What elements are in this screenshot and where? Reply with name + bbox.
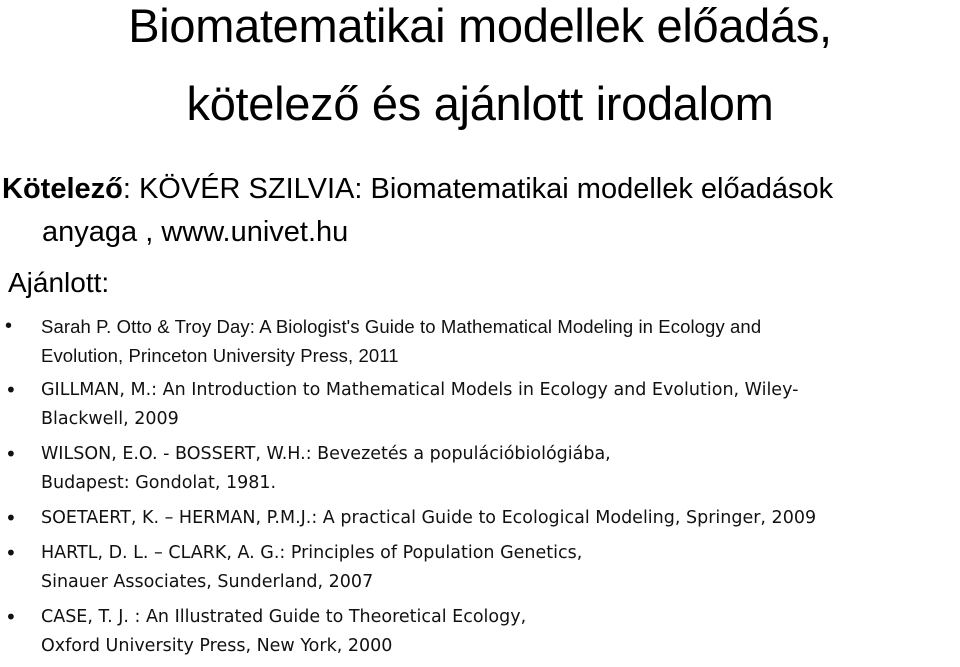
- slide-title-line-2: kötelező és ajánlott irodalom: [186, 77, 774, 130]
- reference-item: [0, 376, 955, 434]
- reference-item: [0, 440, 955, 498]
- reference-line: WILSON, E.O. - BOSSERT, W.H.: Bevezetés a populációbiológiába,: [41, 444, 611, 464]
- reference-line: SOETAERT, K. – HERMAN, P.M.J.: A practical Guide to Ecological Modeling, Springer, 2009: [41, 508, 817, 528]
- bullet-icon: •: [5, 541, 17, 565]
- reference-item: [0, 603, 955, 661]
- reference-line: Budapest: Gondolat, 1981.: [41, 473, 277, 493]
- reference-line: Sinauer Associates, Sunderland, 2007: [41, 572, 374, 592]
- recommended-label: Ajánlott:: [8, 267, 110, 298]
- slide-title-line-1: Biomatematikai modellek előadás,: [128, 0, 832, 52]
- reference-line: HARTL, D. L. – CLARK, A. G.: Principles of Population Genetics,: [41, 543, 583, 563]
- required-label: Kötelező: [2, 173, 123, 205]
- reference-list: [0, 312, 955, 667]
- bullet-icon: •: [5, 315, 13, 337]
- reference-item: [0, 539, 955, 597]
- reference-line: Oxford University Press, New York, 2000: [41, 636, 393, 656]
- required-text-line-1: : KÖVÉR SZILVIA: Biomatematikai modellek előadások: [122, 173, 834, 205]
- required-reading: [2, 168, 952, 254]
- bullet-icon: •: [5, 605, 17, 629]
- reference-line: Evolution, Princeton University Press, 2011: [41, 345, 399, 366]
- reference-line: CASE, T. J. : An Illustrated Guide to Theoretical Ecology,: [41, 607, 527, 627]
- required-text-line-2: anyaga , www.univet.hu: [42, 216, 349, 248]
- bullet-icon: •: [5, 442, 17, 466]
- reference-line: GILLMAN, M.: An Introduction to Mathematical Models in Ecology and Evolution, Wiley-: [41, 380, 799, 400]
- reference-item: [0, 504, 955, 533]
- reference-line: Blackwell, 2009: [41, 409, 179, 429]
- bullet-icon: •: [5, 506, 17, 530]
- bullet-icon: •: [5, 378, 17, 402]
- reference-line: Sarah P. Otto & Troy Day: A Biologist's Guide to Mathematical Modeling in Ecology and: [41, 316, 762, 337]
- reference-item: [0, 312, 955, 370]
